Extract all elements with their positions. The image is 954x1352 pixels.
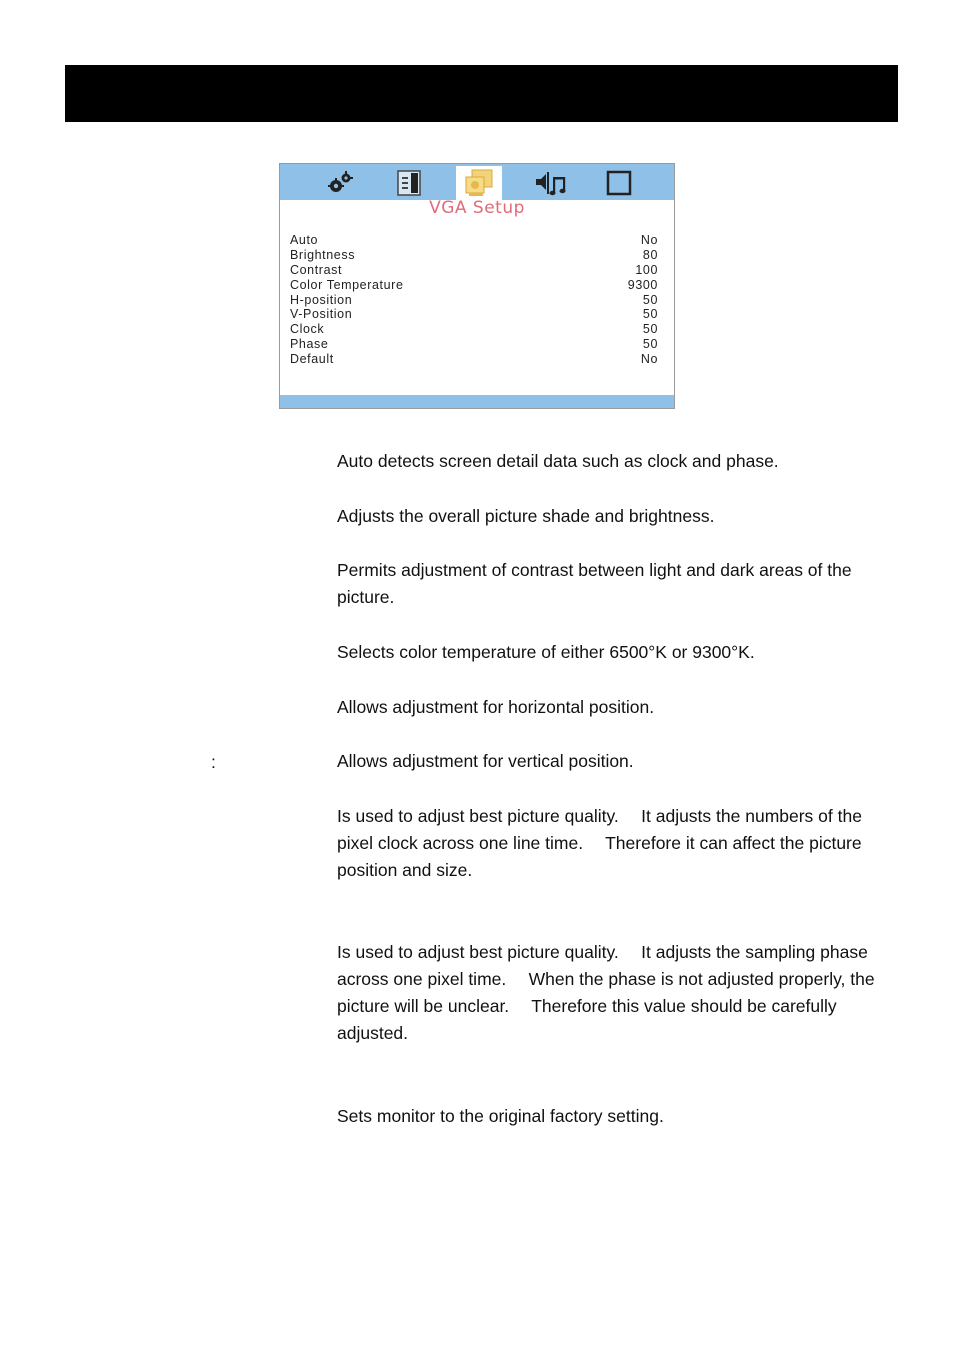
osd-menu-title: VGA Setup	[429, 198, 525, 218]
description-brightness: Adjusts the overall picture shade and brightness.	[337, 506, 715, 526]
osd-item-label: Auto	[290, 233, 319, 247]
osd-tab-other[interactable]	[596, 166, 642, 200]
osd-item-value: 80	[642, 247, 658, 262]
osd-tab-vga-setup[interactable]	[456, 166, 502, 200]
osd-item-label: Color Temperature	[290, 277, 404, 292]
osd-item-value: No	[640, 233, 658, 247]
square-frame-icon	[605, 170, 633, 196]
osd-item-color-temperature[interactable]	[290, 278, 660, 293]
section-header-bar	[65, 65, 898, 122]
osd-item-label: V-Position	[290, 307, 353, 322]
osd-item-value: No	[640, 352, 658, 367]
description-auto: Auto detects screen detail data such as clock and phase.	[337, 451, 779, 471]
colon-mark: :	[211, 752, 216, 772]
osd-bottom-bar	[280, 395, 674, 408]
osd-item-value: 50	[642, 307, 658, 322]
description-h-position: Allows adjustment for horizontal position.	[337, 697, 655, 717]
display-settings-icon	[394, 169, 424, 197]
osd-item-label: H-position	[290, 292, 353, 307]
osd-item-label: Clock	[290, 322, 325, 337]
audio-icon	[534, 169, 568, 197]
osd-item-default[interactable]	[290, 352, 660, 367]
osd-item-label: Default	[290, 352, 334, 367]
osd-item-value: 50	[642, 337, 658, 352]
osd-item-value: 50	[642, 292, 658, 307]
osd-item-auto[interactable]	[290, 233, 660, 248]
osd-item-clock[interactable]	[290, 322, 660, 337]
description-default: Sets monitor to the original factory setting.	[337, 1106, 664, 1126]
osd-item-h-position[interactable]	[290, 293, 660, 308]
description-phase: Is used to adjust best picture quality. It adjusts the sampling phase across one pixel time. When the phase is not adjusted properly, the picture will be unclear. Therefore this value should be carefully adjusted.	[337, 942, 875, 1043]
osd-item-label: Phase	[290, 337, 329, 352]
osd-item-value: 9300	[627, 277, 658, 292]
gears-icon	[326, 170, 356, 196]
osd-item-value: 50	[642, 322, 658, 337]
osd-menu-list	[290, 233, 660, 367]
osd-tab-bar	[280, 164, 674, 200]
osd-item-label: Contrast	[290, 262, 343, 277]
osd-item-value: 100	[635, 262, 658, 277]
osd-item-brightness[interactable]	[290, 248, 660, 263]
osd-item-v-position[interactable]	[290, 307, 660, 322]
vga-setup-icon	[463, 168, 495, 198]
description-contrast: Permits adjustment of contrast between light and dark areas of the picture.	[337, 560, 852, 607]
osd-item-label: Brightness	[290, 247, 356, 262]
osd-menu-screenshot	[279, 163, 675, 409]
osd-tab-general[interactable]	[318, 166, 364, 200]
osd-item-contrast[interactable]	[290, 263, 660, 278]
description-clock: Is used to adjust best picture quality. It adjusts the numbers of the pixel clock across one line time. Therefore it can affect the picture position and size.	[337, 806, 862, 880]
osd-tab-audio[interactable]	[528, 166, 574, 200]
description-v-position: Allows adjustment for vertical position.	[337, 751, 634, 771]
osd-item-phase[interactable]	[290, 337, 660, 352]
description-color-temperature: Selects color temperature of either 6500°K or 9300°K.	[337, 642, 755, 662]
osd-tab-display[interactable]	[386, 166, 432, 200]
